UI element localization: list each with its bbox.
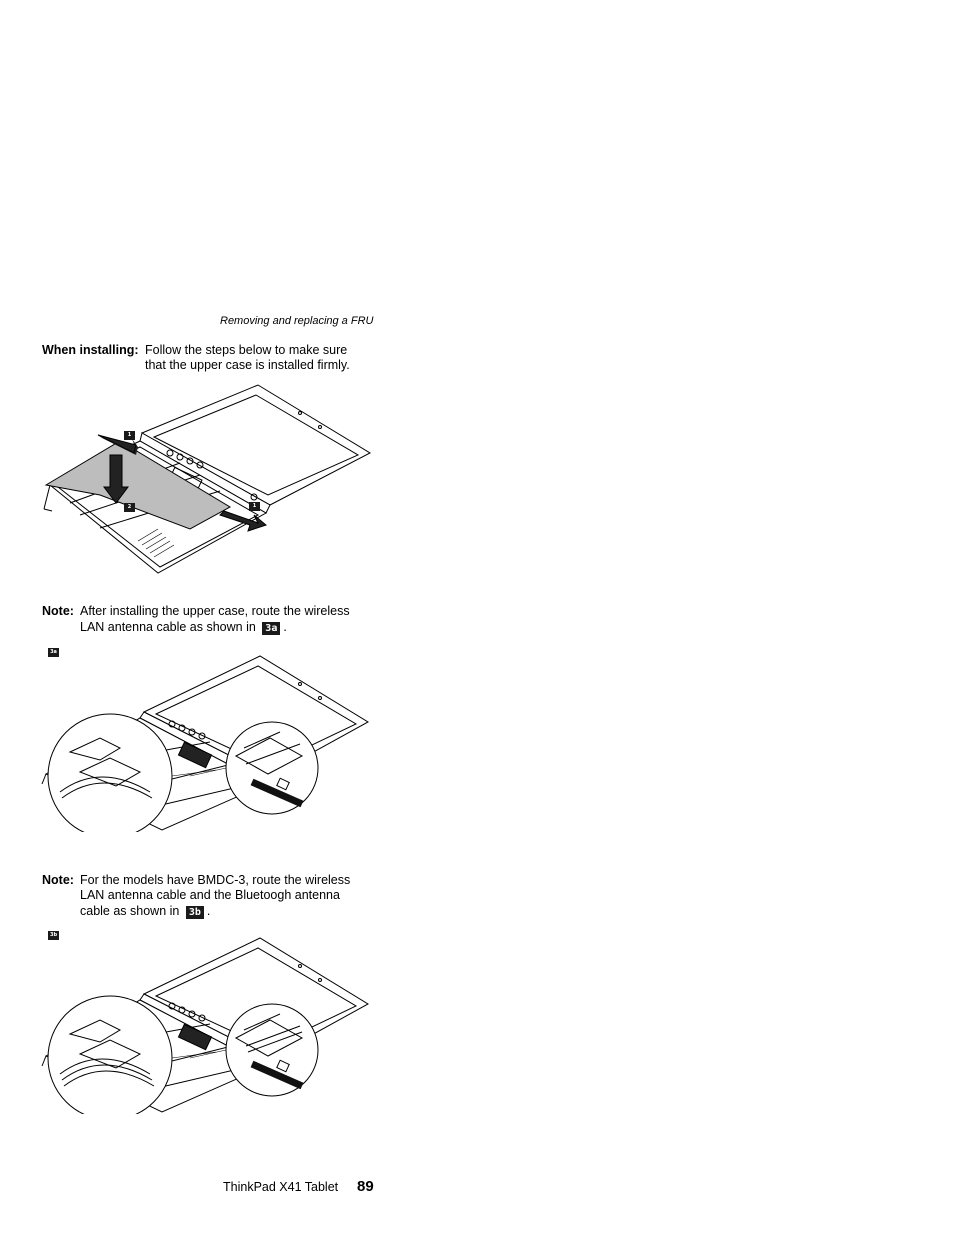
when-installing-line2: that the upper case is installed firmly.	[145, 358, 350, 372]
figure-tag-3a: 3a	[48, 648, 59, 657]
page-number: 89	[357, 1178, 374, 1195]
antenna-routing-illustration-3a	[40, 652, 372, 832]
note1-line2-end: .	[283, 620, 287, 634]
ref-badge-3a: 3a	[262, 622, 280, 635]
figure-tag-3b: 3b	[49, 932, 58, 938]
note2-line3-end: .	[206, 904, 211, 918]
note2-line3-text: cable as shown in	[80, 904, 180, 918]
footer-title: ThinkPad X41 Tablet	[223, 1180, 339, 1194]
note1-label: Note:	[42, 604, 74, 618]
note1-line2	[80, 620, 287, 636]
note2-label: Note:	[42, 873, 74, 887]
antenna-routing-illustration-3b	[40, 934, 372, 1114]
note2-line2: LAN antenna cable and the Bluetoogh antenna	[80, 888, 340, 902]
upper-case-install-illustration	[40, 383, 372, 581]
callout-badge-1: 1	[124, 431, 135, 440]
note1-line2-text: LAN antenna cable as shown in	[80, 620, 256, 634]
note2-line1: For the models have BMDC-3, route the wireless	[80, 873, 351, 887]
when-installing-line1: Follow the steps below to make sure	[145, 343, 348, 357]
callout-badge-2: 2	[124, 503, 135, 512]
ref-badge-3b: 3b	[186, 906, 204, 919]
callout-badge-1-right: 1	[249, 502, 260, 511]
note2-line3	[80, 904, 210, 920]
when-installing-label: When installing:	[42, 343, 139, 357]
note1-line1: After installing the upper case, route the wireless	[80, 604, 350, 618]
running-header: Removing and replacing a FRU	[220, 315, 374, 327]
